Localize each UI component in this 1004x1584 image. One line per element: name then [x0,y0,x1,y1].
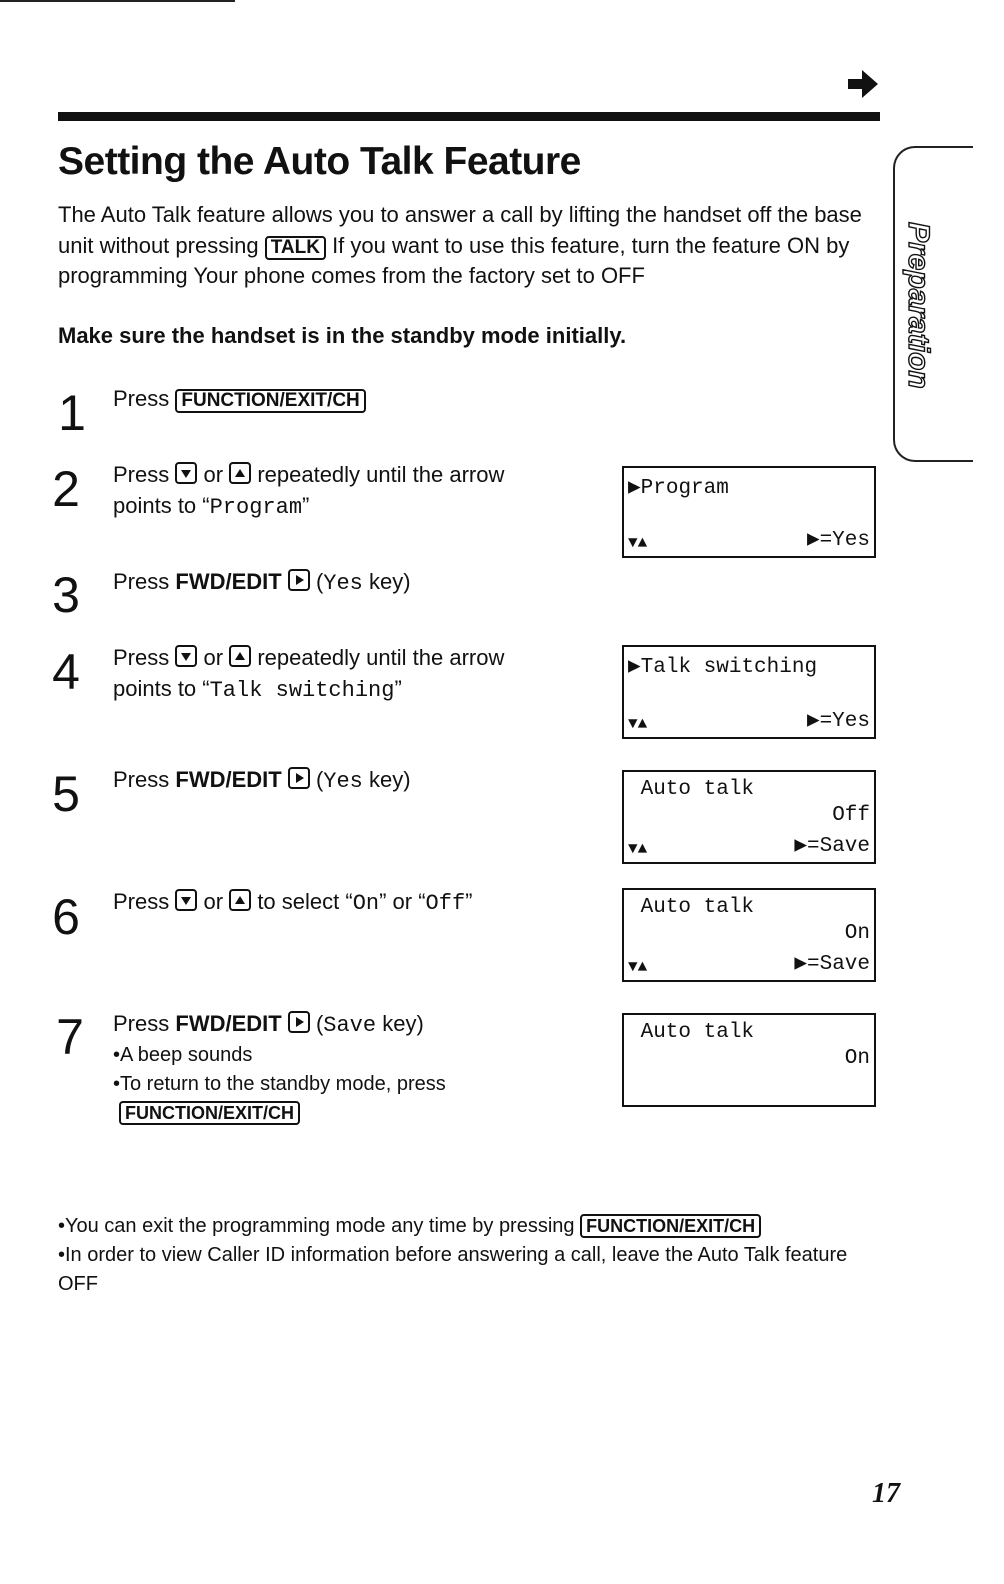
lcd-1-action: ▶=Yes [806,529,870,552]
step-4-line2a: points to “ [113,676,210,701]
step-6-mono-on: On [352,891,380,916]
header-rule [58,112,880,121]
lcd-4-line1: Auto talk [628,896,755,919]
step-4-number: 4 [52,644,80,700]
step-3-tail: key) [369,569,411,594]
step-6-tail: to select “ [257,889,353,914]
step-6-number: 6 [52,889,80,945]
lcd-2-action: ▶=Yes [806,710,870,733]
down-key-icon [175,889,197,911]
lcd-3-action: ▶=Save [794,835,870,858]
step-1-number: 1 [58,385,86,441]
step-2-mono: Program [209,495,303,520]
talk-key: TALK [265,236,326,260]
note-exit [58,1212,888,1241]
note-caller-id: •In order to view Caller ID information before answering a call, leave the Auto Talk feature OFF [58,1244,848,1295]
lcd-2-nav: ▼▲ [628,715,648,733]
step-3-mono: Yes [323,571,363,596]
step-2-press: Press [113,462,170,487]
lcd-display-program [622,466,876,558]
lcd-4-nav: ▼▲ [628,958,648,976]
lcd-3-nav: ▼▲ [628,840,648,858]
step-6-press: Press [113,889,170,914]
right-key-icon [288,767,310,789]
step-4-line2b: ” [394,676,402,701]
step-7-open: ( [315,1011,324,1036]
step-2-line2a: points to “ [113,493,210,518]
step-5-open: ( [315,767,324,792]
step-4-press: Press [113,645,170,670]
lcd-4-action: ▶=Save [794,953,870,976]
step-4-or: or [203,645,224,670]
intro-text-2: If you want to use this feature, turn the feature ON by programming Your phone comes from the factory set to OFF [58,232,850,288]
lcd-display-auto-talk-off [622,770,876,864]
intro-paragraph [58,200,888,292]
continue-arrow-icon [848,70,878,98]
step-6-mono-off: Off [425,891,466,916]
lcd-3-line1: Auto talk [628,778,755,801]
intro-text-1: The Auto Talk feature allows you to answer a call by lifting the handset off the base unit without pressing [58,202,862,258]
step-6-or: or [203,889,224,914]
step-5-mono: Yes [323,769,363,794]
up-key-icon [229,889,251,911]
lcd-2-line1: ▶Talk switching [628,656,818,679]
step-7-text [113,1008,583,1128]
step-2-line2b: ” [302,493,310,518]
footnotes [58,1212,888,1299]
lcd-display-auto-talk-saved [622,1013,876,1107]
down-key-icon [175,645,197,667]
lcd-4-line2: On [844,922,870,945]
step-6-end: ” [465,889,473,914]
function-key: FUNCTION/EXIT/CH [175,389,365,413]
section-tab-label [897,220,937,400]
step-2-number: 2 [52,461,80,517]
down-key-icon [175,462,197,484]
lcd-5-line1: Auto talk [628,1021,755,1044]
lcd-display-auto-talk-on [622,888,876,982]
step-1-press: Press [113,386,170,411]
step-4-tail: repeatedly until the arrow [257,645,505,670]
step-4-text [113,642,583,706]
step-7-press: Press [113,1011,170,1036]
note-exit-text: •You can exit the programming mode any time by pressing [58,1215,575,1237]
fwd-edit-label: FWD/EDIT [175,767,282,792]
step-5-tail: key) [369,767,411,792]
step-6-text [113,886,583,919]
lcd-display-talk-switching [622,645,876,739]
function-key: FUNCTION/EXIT/CH [119,1101,300,1125]
step-7-mono: Save [323,1013,377,1038]
step-1-text [113,383,583,414]
step-2-tail: repeatedly until the arrow [257,462,505,487]
function-key: FUNCTION/EXIT/CH [580,1214,761,1238]
up-key-icon [229,462,251,484]
step-2-text [113,459,583,523]
step-3-number: 3 [52,567,80,623]
right-key-icon [288,1011,310,1033]
step-3-open: ( [315,569,324,594]
lcd-3-line2: Off [832,804,870,827]
section-tab-text: Preparation [902,222,935,389]
step-7-tail: key) [382,1011,424,1036]
step-2-or: or [203,462,224,487]
step-5-text [113,764,583,797]
step-5-press: Press [113,767,170,792]
up-key-icon [229,645,251,667]
step-7-beep: •A beep sounds [113,1044,253,1066]
step-7-return: •To return to the standby mode, press [113,1073,446,1095]
step-3-press: Press [113,569,170,594]
step-6-mid: ” or “ [379,889,426,914]
step-7-number: 7 [56,1009,84,1065]
step-5-number: 5 [52,766,80,822]
page-number: 17 [872,1478,900,1509]
standby-note: Make sure the handset is in the standby mode initially. [58,323,627,348]
lcd-1-line1: ▶Program [628,477,729,500]
fwd-edit-label: FWD/EDIT [175,1011,282,1036]
page-title: Setting the Auto Talk Feature [58,140,581,183]
top-edge-line [0,0,235,2]
step-4-mono: Talk switching [209,678,395,703]
fwd-edit-label: FWD/EDIT [175,569,282,594]
lcd-1-nav: ▼▲ [628,534,648,552]
lcd-5-line2: On [844,1047,870,1070]
right-key-icon [288,569,310,591]
step-3-text [113,566,583,599]
